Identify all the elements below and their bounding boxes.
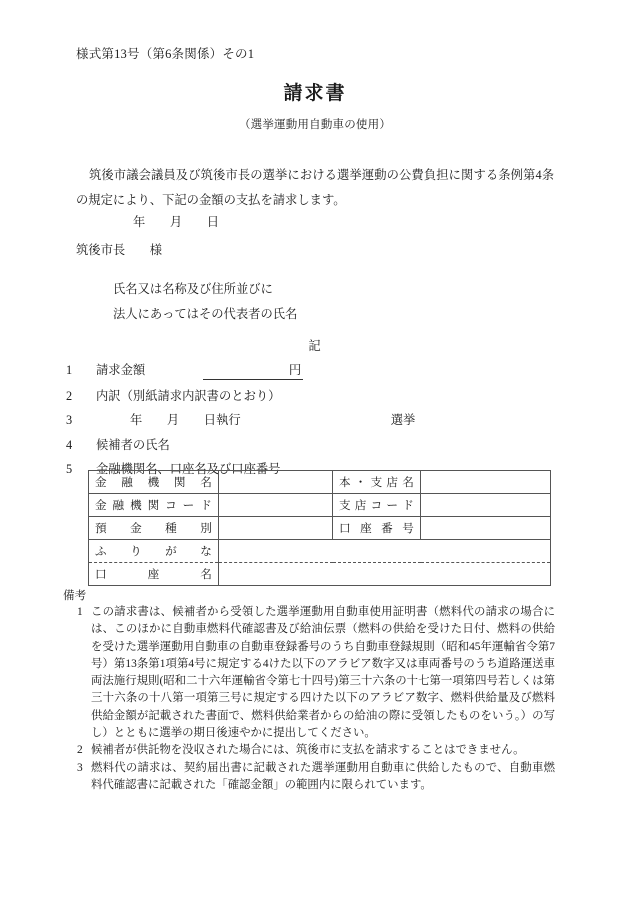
account-number-field[interactable] — [421, 517, 551, 540]
bank-account-table — [88, 470, 551, 586]
signature-block — [113, 277, 297, 327]
note-item — [63, 742, 555, 759]
item-label: 候補者の氏名 — [96, 438, 170, 452]
item-breakdown — [66, 386, 280, 404]
bank-name-label: 金融機関名 — [89, 471, 219, 494]
addressee-line: 筑後市長 様 — [76, 243, 163, 257]
item-label: 内訳（別紙請求内訳書のとおり） — [96, 389, 281, 403]
claim-amount-field[interactable]: 円 — [203, 360, 303, 380]
item-label: 金融機関名、口座名及び口座番号 — [96, 462, 281, 476]
deposit-type-label: 預金種別 — [89, 517, 219, 540]
item-number: 1 — [66, 363, 73, 377]
table-row — [89, 494, 551, 517]
branch-code-label: 支店コード — [333, 494, 421, 517]
table-row — [89, 563, 551, 586]
submission-date-line: 年 月 日 — [133, 215, 220, 229]
note-number: 1 — [77, 606, 83, 618]
item-number: 4 — [66, 438, 73, 452]
note-text: 候補者が供託物を没収された場合には、筑後市に支払を請求することはできません。 — [91, 744, 525, 757]
item-number: 2 — [66, 389, 73, 403]
account-name-field[interactable] — [219, 563, 551, 586]
note-item — [63, 604, 555, 742]
bank-name-field[interactable] — [219, 471, 333, 494]
signature-line-1: 氏名又は名称及び住所並びに — [113, 282, 273, 296]
election-date-field[interactable]: 年 月 日執行 — [130, 413, 241, 427]
table-row — [89, 540, 551, 563]
item-label: 請求金額 — [96, 363, 146, 377]
signature-line-2: 法人にあってはその代表者の氏名 — [113, 307, 298, 321]
note-text: この請求書は、候補者から受領した選挙運動用自動車使用証明書（燃料代の請求の場合には、このほかに自動車燃料代確認書及び給油伝票（燃料の供給を受けた日付、燃料の供給を受けた選挙運動用自動車の自動車登録番号のうち自動車登録規則（昭和45年運輸省令第7号）第13条第1項第4号に規定する4けた以下のアラビア数字又は車両番号のうち道路運送車両法施行規則(昭和二十六年運輸省令第七十四号)第三十六条の十七第一項第四号若しくは第三十六条の十八第一項第三号に規定する四けた以下のアラビア数字、燃料供給量及び燃料供給金額が記載された書面で、燃料供給業者からの給油の際に受領したものをいう。）の写し）とともに選挙の期日後速やかに提出してください。 — [91, 606, 555, 740]
branch-name-label: 本・支店名 — [333, 471, 421, 494]
notes-section — [63, 587, 555, 794]
table-row — [89, 471, 551, 494]
deposit-type-field[interactable] — [219, 517, 333, 540]
branch-name-field[interactable] — [421, 471, 551, 494]
table-row — [89, 517, 551, 540]
intro-paragraph: 筑後市議会議員及び筑後市長の選挙における選挙運動の公費負担に関する条例第4条の規定により、下記の金額の支払を請求します。 — [76, 168, 554, 207]
account-number-label: 口座番号 — [333, 517, 421, 540]
page-title: 請求書 — [283, 83, 347, 104]
note-item — [63, 760, 555, 795]
election-name-field[interactable]: 選挙 — [390, 413, 416, 427]
ki-heading: 記 — [308, 339, 322, 353]
page-subtitle: （選挙運動用自動車の使用） — [238, 119, 392, 131]
bank-code-label: 金融機関コード — [89, 494, 219, 517]
note-number: 2 — [77, 744, 83, 757]
notes-heading: 備考 — [63, 589, 87, 602]
item-election-date — [66, 410, 415, 428]
bank-code-field[interactable] — [219, 494, 333, 517]
furigana-field[interactable] — [219, 540, 551, 563]
note-number: 3 — [77, 761, 83, 774]
branch-code-field[interactable] — [421, 494, 551, 517]
item-candidate-name — [66, 435, 170, 453]
account-name-label: 口座名 — [89, 563, 219, 586]
item-number: 3 — [66, 413, 73, 427]
note-text: 燃料代の請求は、契約届出書に記載された選挙運動用自動車に供給したもので、自動車燃料代確認書に記載された「確認金額」の範囲内に限られています。 — [91, 761, 555, 791]
item-number: 5 — [66, 462, 73, 476]
furigana-label: ふりがな — [89, 540, 219, 563]
item-claim-amount — [66, 360, 303, 380]
form-id-label: 様式第13号（第6条関係）その1 — [76, 47, 255, 61]
